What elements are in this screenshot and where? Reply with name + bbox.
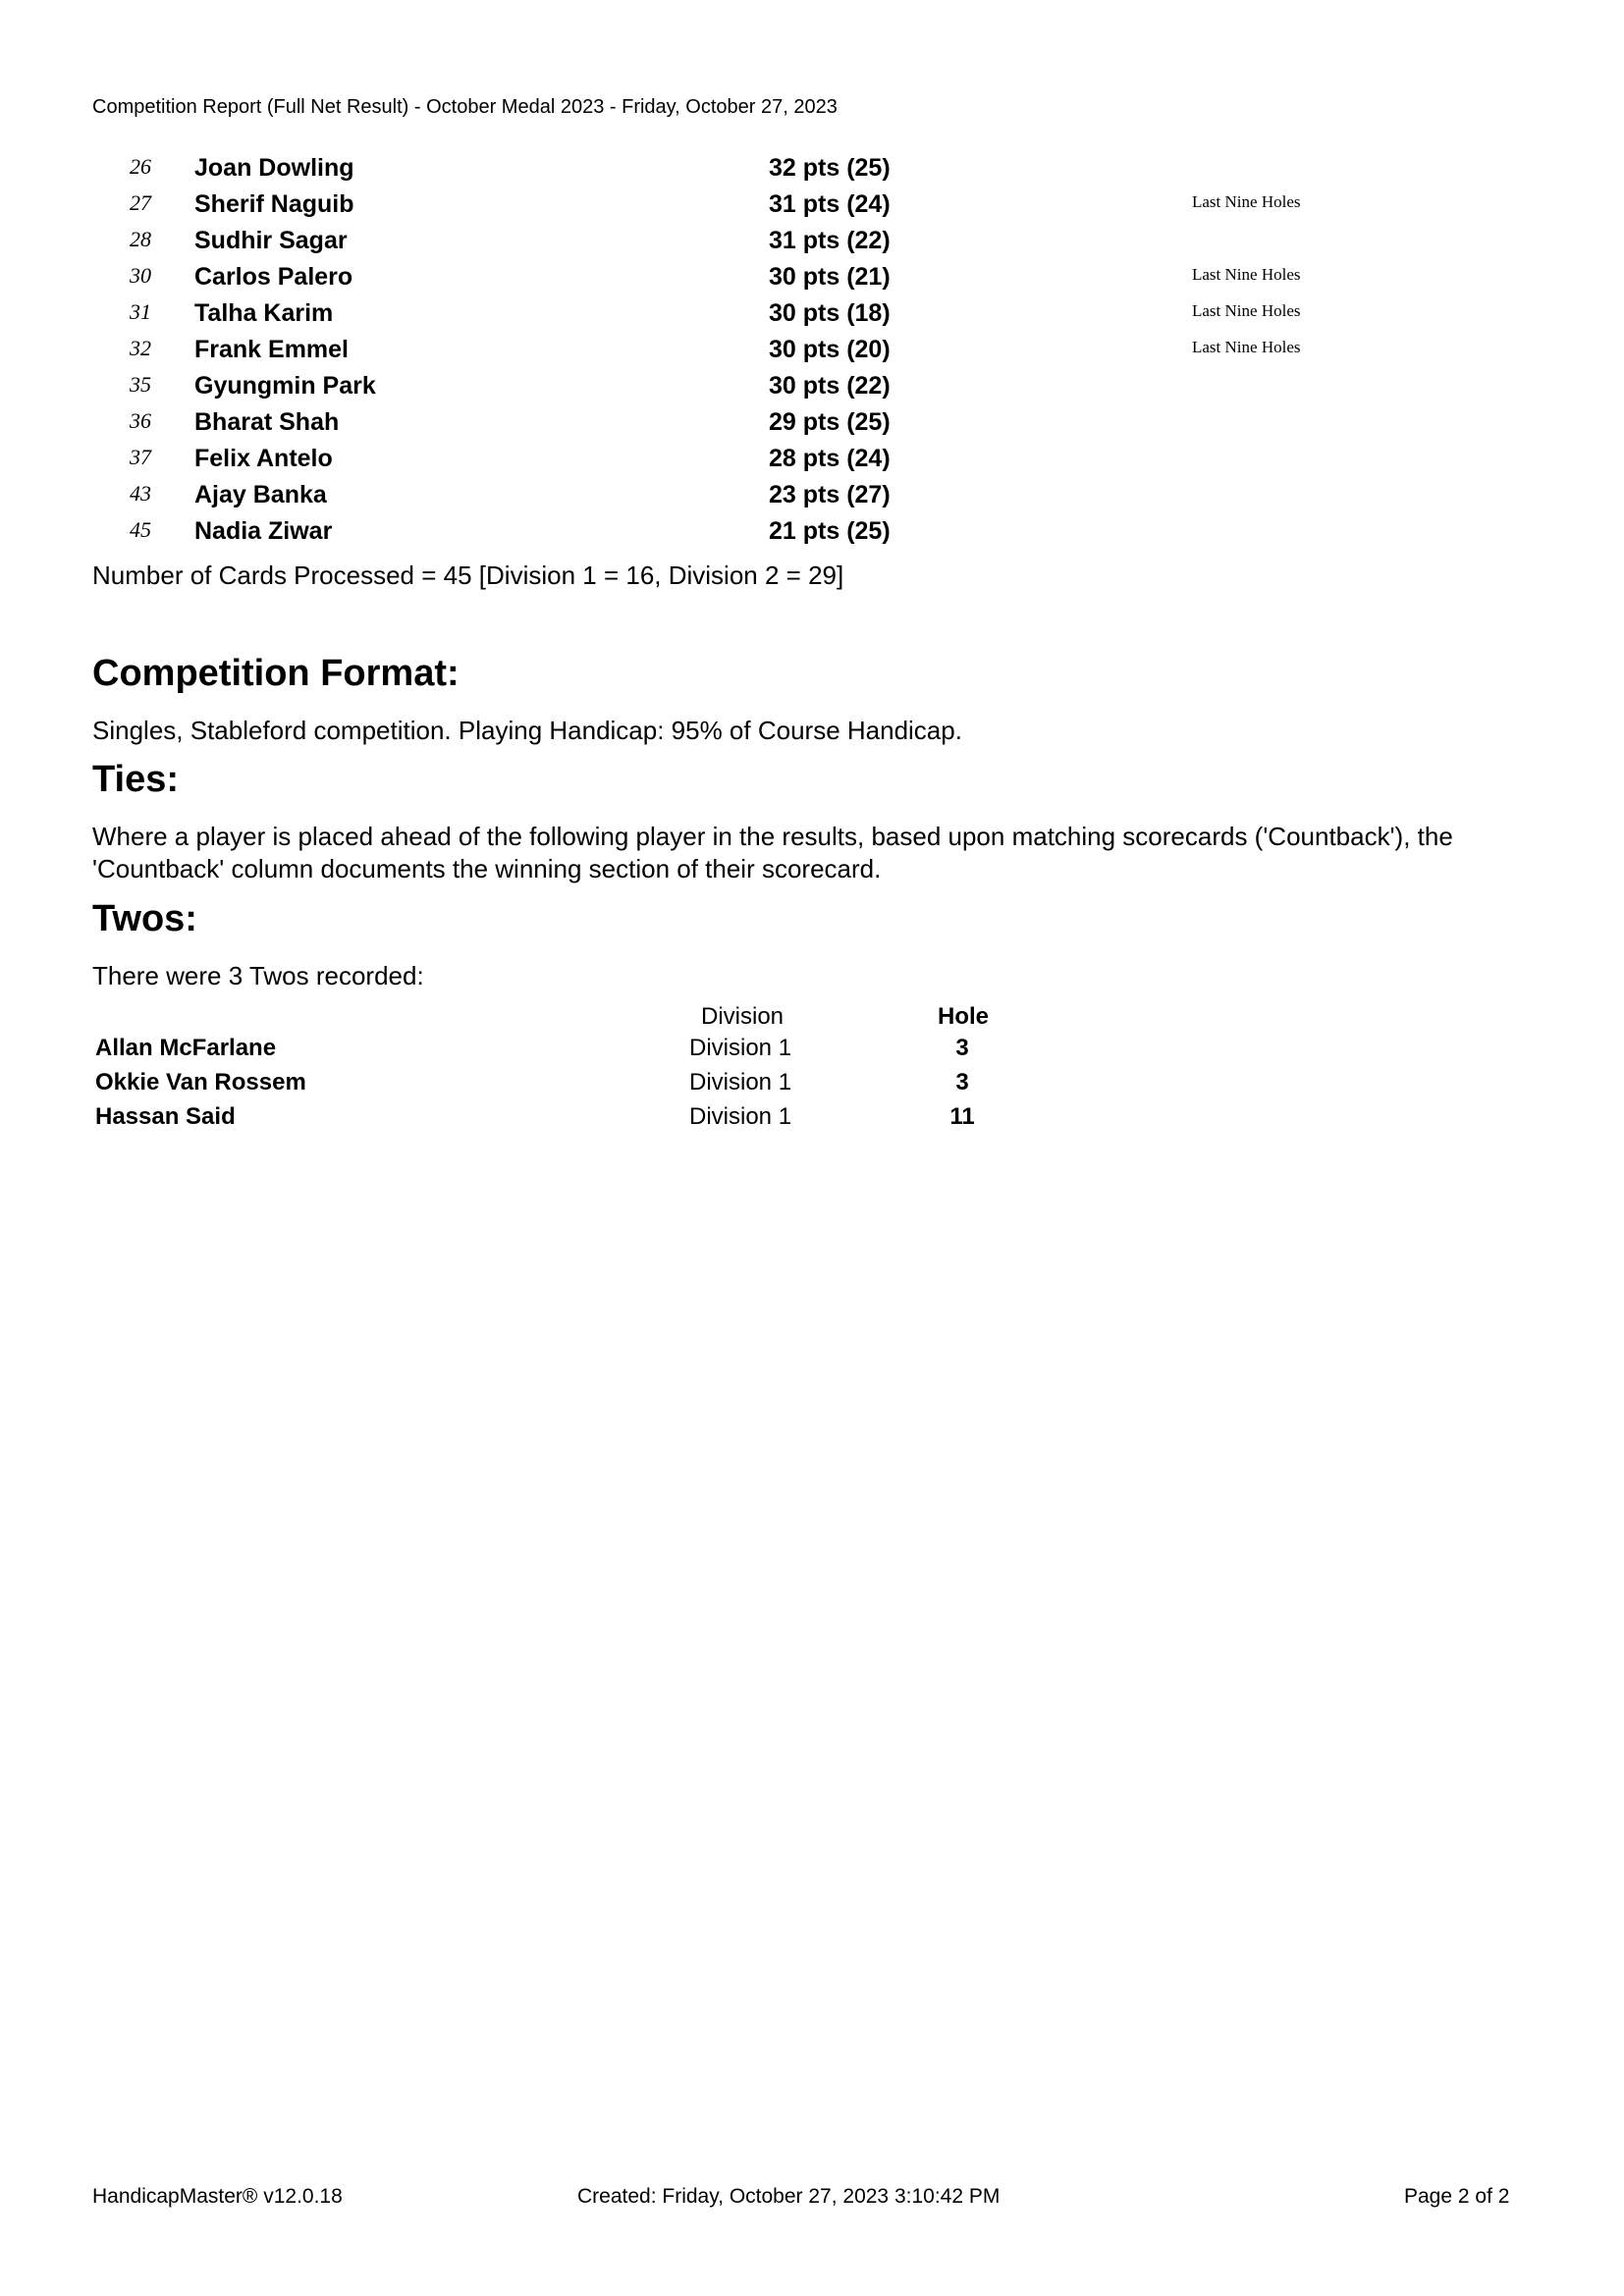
result-row — [0, 225, 1624, 261]
format-text: Singles, Stableford competition. Playing Handicap: 95% of Course Handicap. — [92, 716, 962, 745]
twos-heading — [92, 898, 197, 940]
twos-player-name: Okkie Van Rossem — [95, 1069, 306, 1095]
result-position: 35 — [130, 372, 151, 397]
result-row — [0, 370, 1624, 406]
player-score: 29 pts (25) — [769, 408, 891, 436]
player-score: 30 pts (21) — [769, 263, 891, 291]
result-row — [0, 297, 1624, 334]
result-row — [0, 152, 1624, 188]
result-position: 43 — [130, 481, 151, 506]
footer-created: Created: Friday, October 27, 2023 3:10:42 PM — [577, 2185, 1001, 2208]
result-row — [0, 188, 1624, 225]
report-title: Competition Report (Full Net Result) - October Medal 2023 - Friday, October 27, 2023 — [92, 96, 838, 118]
ties-heading — [92, 759, 179, 801]
format-heading — [92, 653, 460, 695]
player-score: 32 pts (25) — [769, 154, 891, 182]
result-position: 32 — [130, 336, 151, 360]
countback-note: Last Nine Holes — [1192, 338, 1301, 356]
player-score: 31 pts (24) — [769, 190, 891, 218]
footer-software: HandicapMaster® v12.0.18 — [92, 2185, 343, 2208]
player-score: 21 pts (25) — [769, 517, 891, 545]
result-position: 28 — [130, 227, 151, 251]
player-score: 30 pts (22) — [769, 372, 891, 400]
twos-division: Division 1 — [689, 1069, 792, 1095]
column-division: Division — [701, 1003, 785, 1030]
twos-table-header — [0, 999, 1624, 1033]
result-position: 37 — [130, 445, 151, 469]
result-row — [0, 334, 1624, 370]
cards-processed: Number of Cards Processed = 45 [Division 1 = 16, Division 2 = 29] — [92, 561, 844, 590]
result-row — [0, 515, 1624, 552]
twos-division: Division 1 — [689, 1103, 792, 1130]
player-name: Felix Antelo — [194, 445, 333, 472]
twos-table — [0, 999, 1624, 1136]
result-row — [0, 443, 1624, 479]
player-name: Gyungmin Park — [194, 372, 376, 400]
player-name: Frank Emmel — [194, 336, 350, 363]
table-row — [0, 1067, 1624, 1101]
player-name: Sherif Naguib — [194, 190, 354, 218]
twos-heading-text: Twos: — [92, 898, 197, 939]
format-heading-text: Competition Format: — [92, 653, 460, 694]
twos-hole: 11 — [949, 1103, 975, 1130]
twos-player-name: Allan McFarlane — [95, 1035, 277, 1061]
result-position: 36 — [130, 408, 151, 433]
result-position: 30 — [130, 263, 151, 288]
player-name: Talha Karim — [194, 299, 334, 327]
player-name: Bharat Shah — [194, 408, 340, 436]
countback-note: Last Nine Holes — [1192, 301, 1301, 320]
column-hole: Hole — [938, 1003, 990, 1030]
twos-player-name: Hassan Said — [95, 1103, 236, 1130]
countback-note: Last Nine Holes — [1192, 265, 1301, 284]
player-score: 28 pts (24) — [769, 445, 891, 472]
player-name: Joan Dowling — [194, 154, 354, 182]
results-list — [0, 152, 1624, 552]
twos-intro: There were 3 Twos recorded: — [92, 961, 424, 990]
player-score: 31 pts (22) — [769, 227, 891, 254]
result-position: 27 — [130, 190, 151, 215]
ties-heading-text: Ties: — [92, 759, 180, 800]
player-name: Sudhir Sagar — [194, 227, 348, 254]
twos-hole: 3 — [955, 1069, 969, 1095]
player-name: Ajay Banka — [194, 481, 327, 508]
footer-page: Page 2 of 2 — [1404, 2185, 1510, 2208]
player-score: 30 pts (20) — [769, 336, 891, 363]
countback-note: Last Nine Holes — [1192, 192, 1301, 211]
player-score: 23 pts (27) — [769, 481, 891, 508]
twos-division: Division 1 — [689, 1035, 792, 1061]
player-score: 30 pts (18) — [769, 299, 891, 327]
result-position: 26 — [130, 154, 151, 179]
table-row — [0, 1033, 1624, 1067]
ties-text: Where a player is placed ahead of the following player in the results, based upon matching scorecards ('Countback'), the 'Countback' column documents the winning section of their scorecard. — [92, 822, 1453, 883]
player-name: Carlos Palero — [194, 263, 353, 291]
result-position: 31 — [130, 299, 151, 324]
result-row — [0, 479, 1624, 515]
twos-hole: 3 — [955, 1035, 969, 1061]
result-position: 45 — [130, 517, 151, 542]
player-name: Nadia Ziwar — [194, 517, 333, 545]
table-row — [0, 1101, 1624, 1136]
result-row — [0, 261, 1624, 297]
result-row — [0, 406, 1624, 443]
